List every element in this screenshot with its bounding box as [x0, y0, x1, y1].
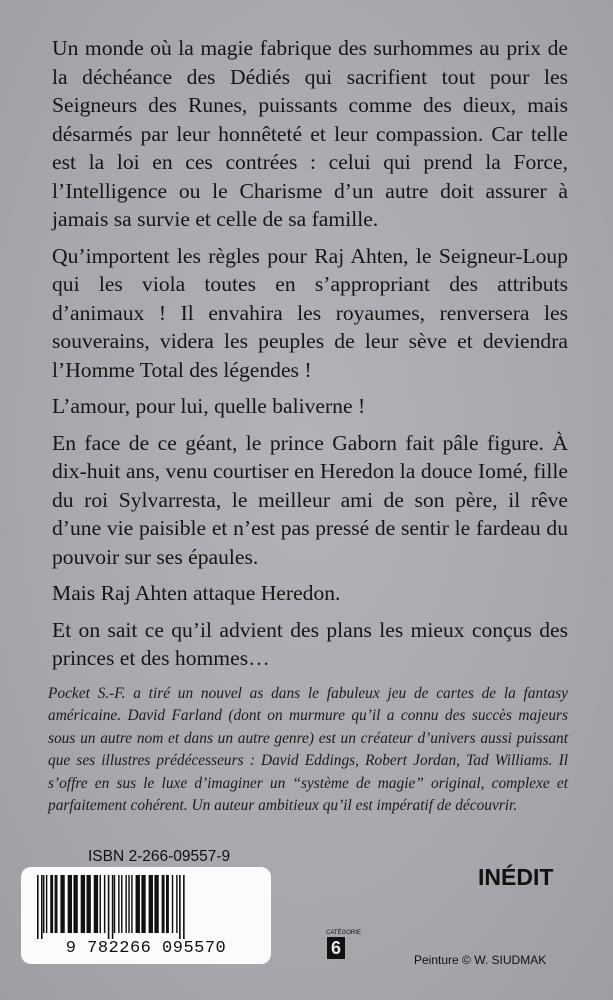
synopsis-paragraph: Et on sait ce qu’il advient des plans les mieux conçus des princes et des hommes…: [52, 617, 568, 670]
barcode-icon: [33, 875, 259, 939]
synopsis-paragraph: Un monde où la magie fabrique des surhommes au prix de la déchéance des Dédiés qui sacrifient tout pour les Seigneurs des Runes, puissants comme des dieux, mais désarmés par leur honnêteté et leur compassion. Car telle est la loi en ces contrées : celui qui prend la Force, l’Intelligence ou le Charisme d’un autre doit assurer à jamais sa survie et celle de sa famille.: [52, 36, 568, 231]
publisher-blurb: Pocket S.-F. a tiré un nouvel as dans le fabuleux jeu de cartes de la fantasy américaine. David Farland (dont on murmure qu’il a connu des succès majeurs sous un autre nom et dans un autre genre) est un créateur d’univers aussi puissant que ses illustres prédécesseurs : David Eddings, Robert Jordan, Tad Williams. Il s’offre en sus le luxe d’imaginer un “système de magie” original, complexe et parfaitement cohérent. Un auteur ambitieux qu’il est impératif de découvrir.: [48, 685, 568, 815]
barcode-digits: 9 782266 095570: [65, 939, 227, 958]
synopsis-paragraph: L’amour, pour lui, quelle baliverne !: [52, 394, 366, 418]
illustration-credit: Peinture © W. SIUDMAK: [414, 953, 547, 967]
synopsis-paragraph: Qu’importent les règles pour Raj Ahten, le Seigneur-Loup qui les viola toutes en s’appropriant des attributs d’animaux ! Il envahira les royaumes, renversera les souverains, videra les peuples de leur sève et deviendra l’Homme Total des légendes !: [52, 243, 568, 382]
category-mark: [326, 929, 361, 959]
synopsis-paragraph: Mais Raj Ahten attaque Heredon.: [52, 581, 341, 605]
isbn-label: ISBN 2-266-09557-9: [88, 848, 231, 865]
synopsis-paragraph: En face de ce géant, le prince Gaborn fait pâle figure. À dix-huit ans, venu courtiser en Heredon la douce Iomé, fille du roi Sylvarresta, le meilleur ami de son père, il rêve d’une vie paisible et n’est pas pressé de sentir le fardeau du pouvoir sur ses épaules.: [52, 430, 568, 569]
category-label: CATÉGORIE: [326, 930, 361, 936]
inedit-badge: INÉDIT: [478, 864, 554, 890]
barcode-panel: [21, 867, 271, 964]
category-number: 6: [327, 937, 345, 959]
synopsis-text: [52, 34, 568, 681]
